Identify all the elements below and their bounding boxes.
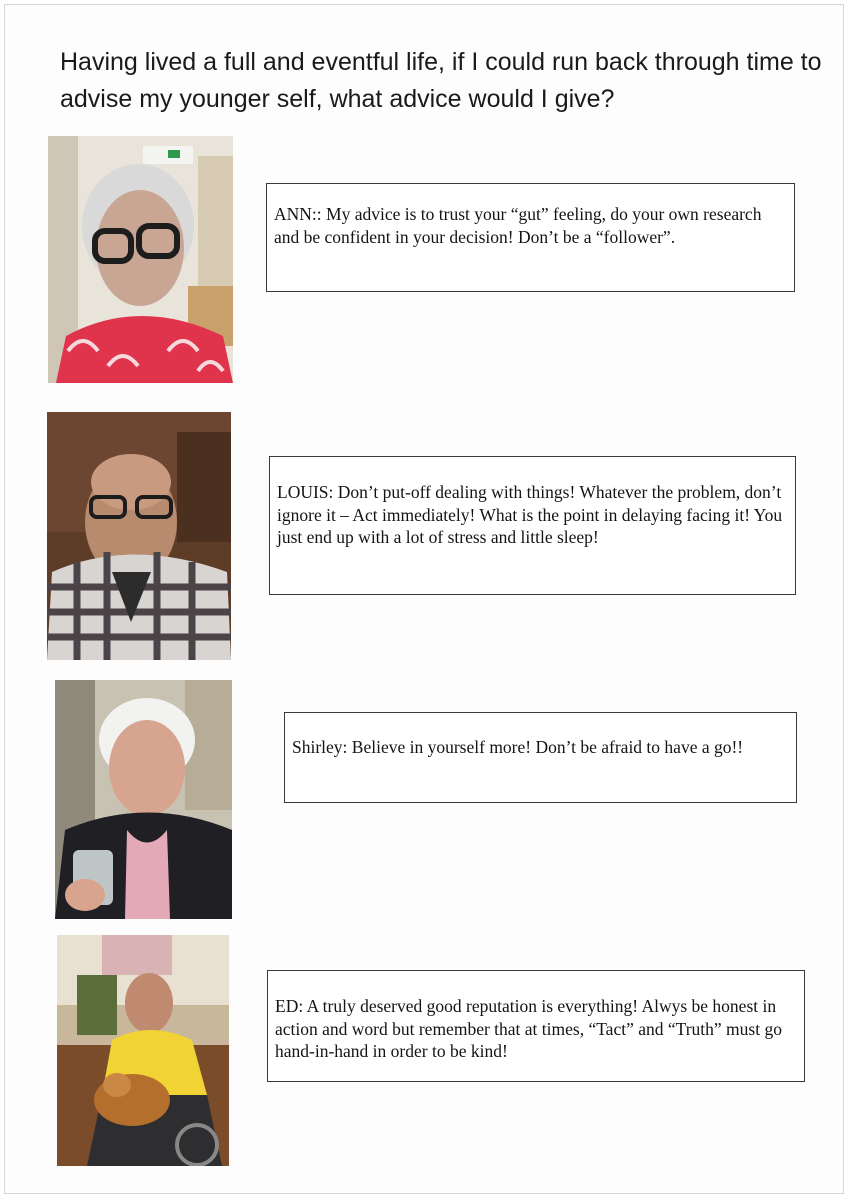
- shirley-photo: [55, 680, 232, 919]
- ann-photo: [48, 136, 233, 383]
- shirley-quote-text: Shirley: Believe in yourself more! Don’t be afraid to have a go!!: [292, 737, 744, 757]
- louis-photo: [47, 412, 231, 660]
- page-title: Having lived a full and eventful life, if I could run back through time to advise my younger self, what advice would I give?: [60, 48, 822, 113]
- ed-photo: [57, 935, 229, 1166]
- ann-quote-text: ANN:: My advice is to trust your “gut” feeling, do your own research and be confident in your decision! Don’t be a “follower”.: [274, 204, 762, 247]
- ed-quote-text: ED: A truly deserved good reputation is everything! Alwys be honest in action and word but remember that at times, “Tact” and “Truth” must go hand-in-hand in order to be kind!: [275, 996, 782, 1061]
- louis-quote-text: LOUIS: Don’t put-off dealing with things! Whatever the problem, don’t ignore it – Act immediately! What is the point in delaying facing it! You just end up with a lot of stress and little sleep!: [277, 482, 783, 547]
